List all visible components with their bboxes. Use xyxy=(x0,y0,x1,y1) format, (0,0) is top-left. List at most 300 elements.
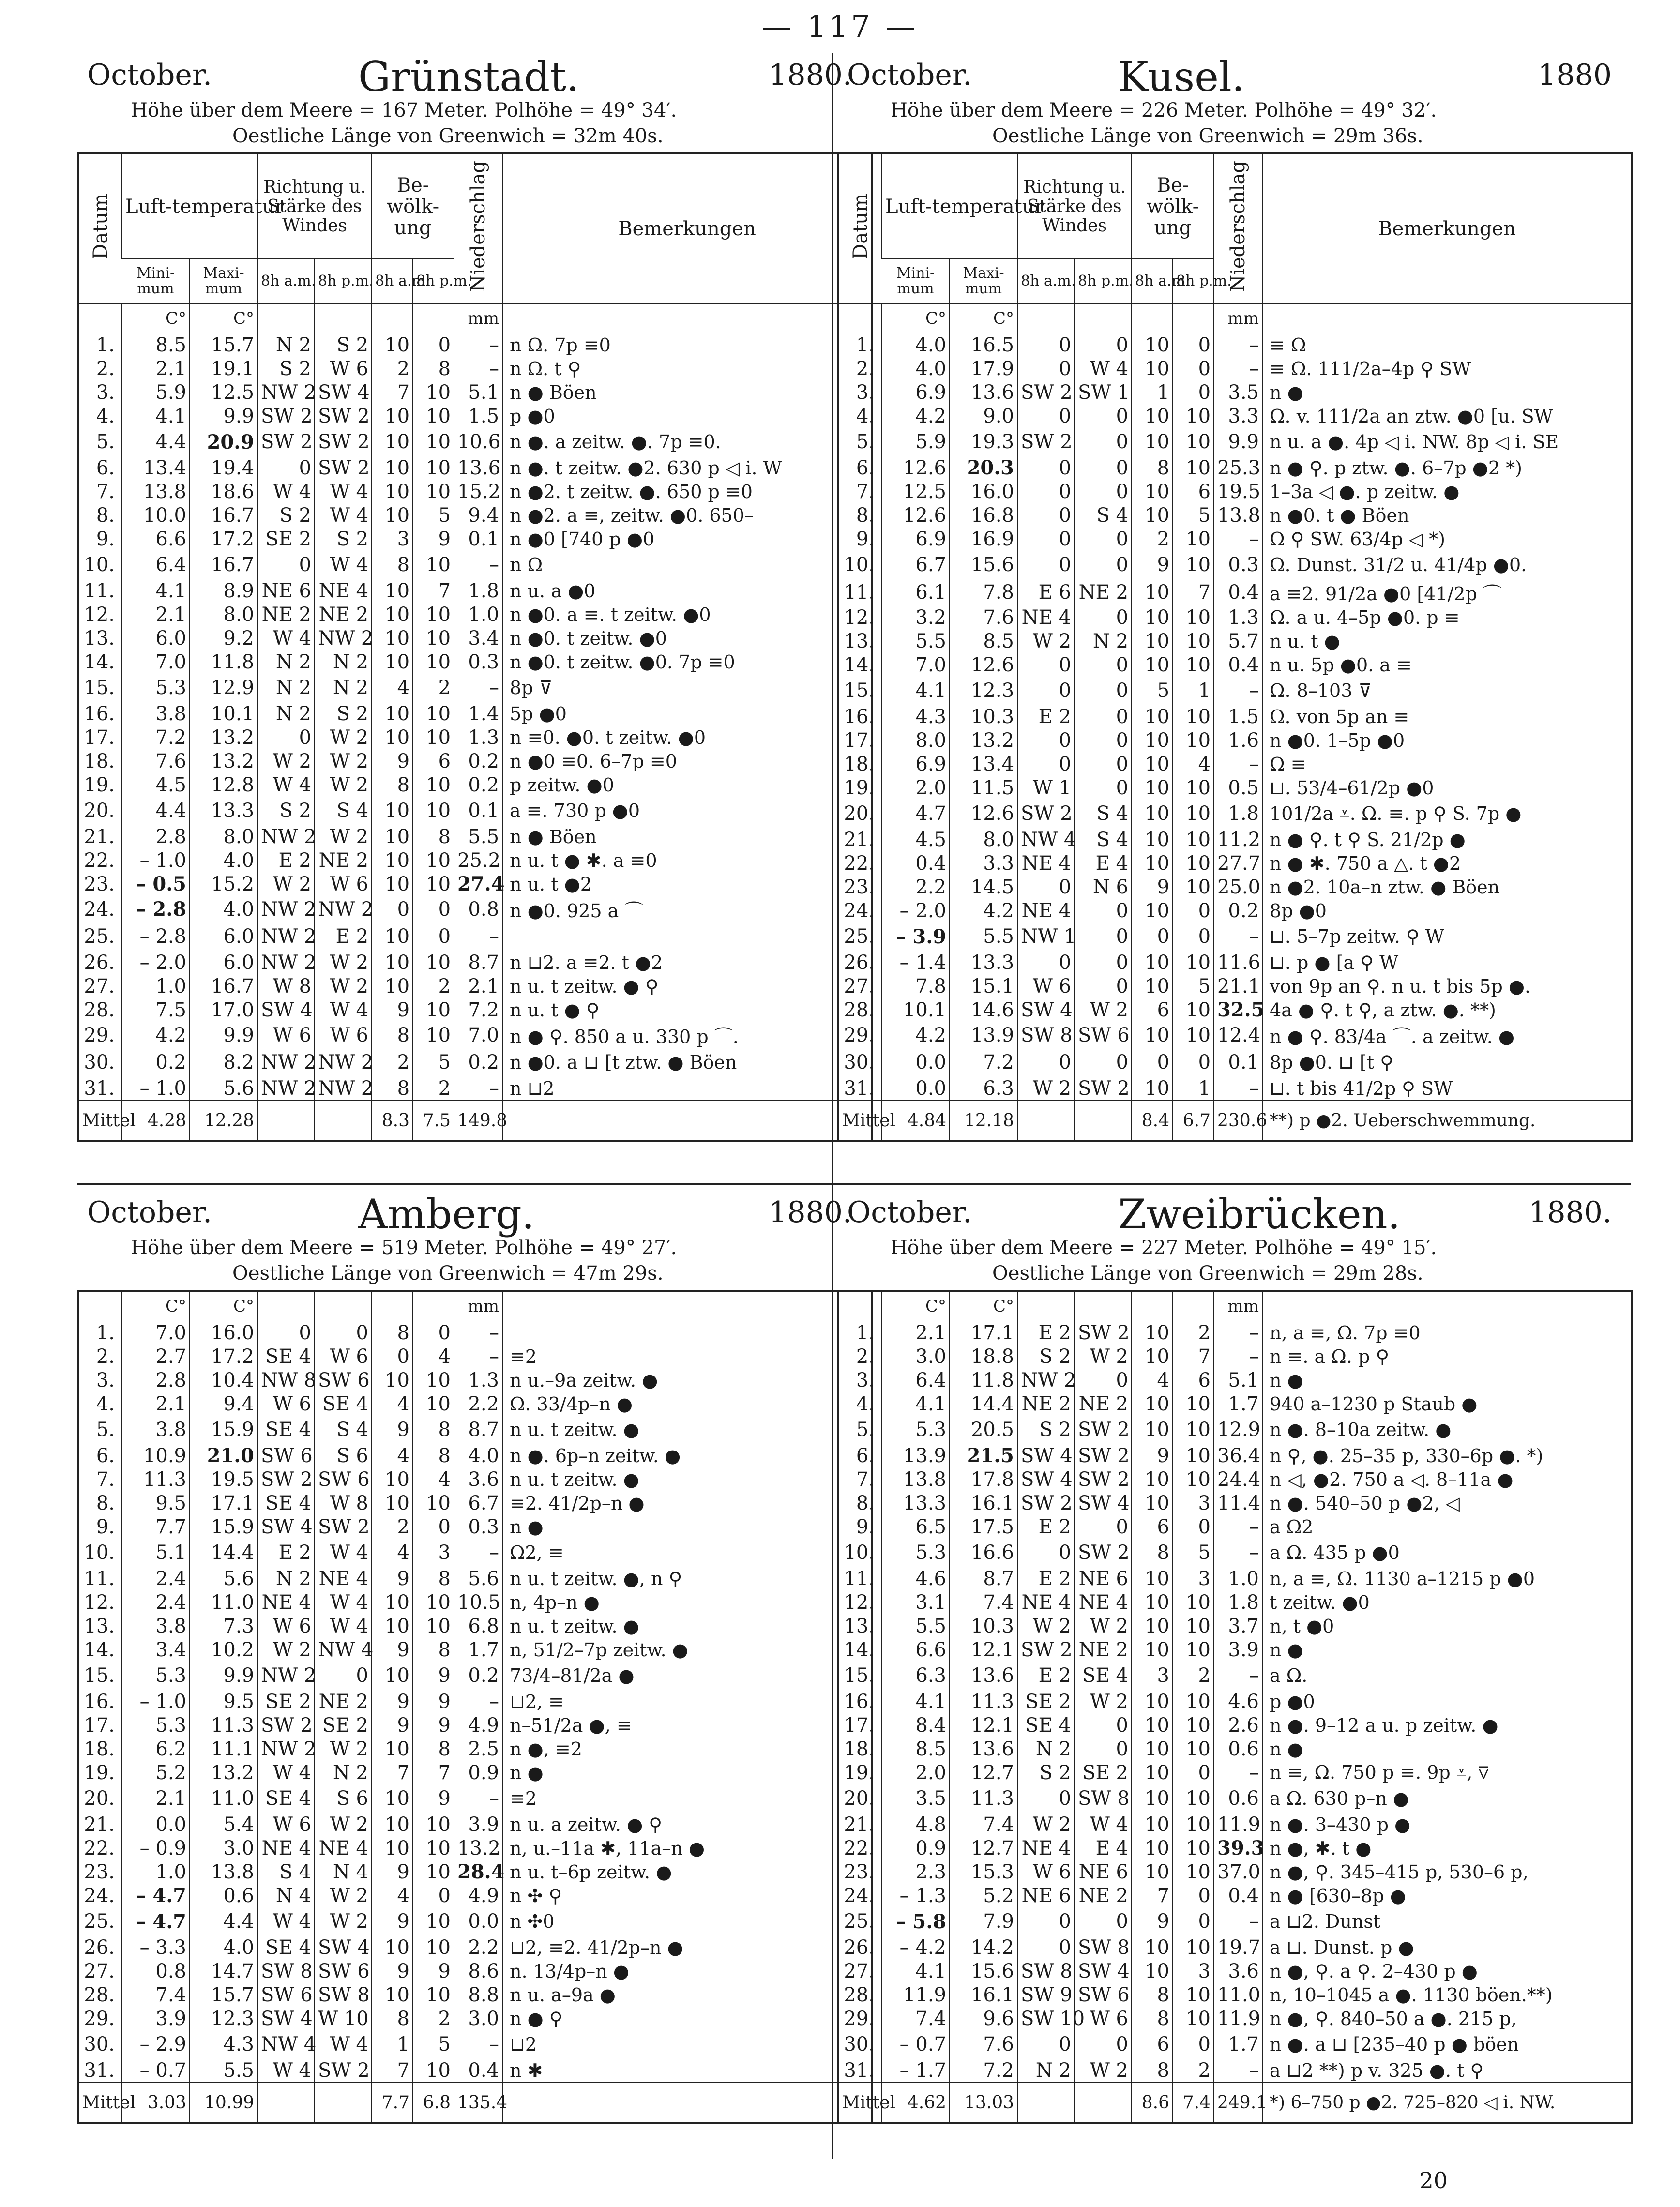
remarks-cell: n ●. 6p–n zeitw. ● xyxy=(502,1444,872,1467)
max-temp-cell: 16.0 xyxy=(190,1321,257,1345)
table-row xyxy=(838,1368,1632,1392)
wind-am-cell: 0 xyxy=(1017,527,1075,551)
table-row xyxy=(838,1638,1632,1662)
max-temp-cell: 12.7 xyxy=(950,1836,1017,1860)
min-temp-cell: 11.3 xyxy=(122,1467,190,1491)
precip-cell: – xyxy=(1214,1761,1262,1784)
min-temp-cell: 7.0 xyxy=(882,653,950,677)
wind-am-cell: N 2 xyxy=(1017,2058,1075,2083)
remarks-cell: n ●, ⚲. a ⚲. 2–430 p ● xyxy=(1262,1959,1632,1983)
table-row xyxy=(78,1713,872,1737)
max-temp-cell: 9.9 xyxy=(190,404,257,428)
cloud-pm-cell: 10 xyxy=(1173,1444,1214,1467)
unit-mm: mm xyxy=(454,303,502,333)
cloud-am-cell: 10 xyxy=(372,1590,413,1614)
date-cell: 17. xyxy=(84,726,115,749)
remarks-cell: n ●0. t zeitw. ●0 xyxy=(502,626,872,650)
cloud-pm-cell: 10 xyxy=(413,603,454,626)
max-temp-cell: 16.1 xyxy=(950,1983,1017,2007)
wind-pm-cell: N 4 xyxy=(315,1860,372,1884)
date-cell: 11. xyxy=(844,581,875,604)
precip-cell: – xyxy=(454,551,502,579)
date-cell: 2. xyxy=(856,357,875,380)
date-cell: 17. xyxy=(84,1714,115,1737)
cloud-pm-cell: 10 xyxy=(1173,2007,1214,2030)
date-cell: 25. xyxy=(84,925,115,948)
cloud-pm-cell: 10 xyxy=(1173,705,1214,728)
wind-pm-cell: N 2 xyxy=(315,674,372,702)
wind-am-cell: 0 xyxy=(1017,456,1075,480)
wind-pm-cell: NW 2 xyxy=(315,626,372,650)
table-row xyxy=(78,1416,872,1444)
table-row xyxy=(78,726,872,749)
table-row xyxy=(78,380,872,404)
max-temp-cell: 13.9 xyxy=(950,1022,1017,1048)
precip-cell: 11.6 xyxy=(1214,951,1262,974)
cloud-pm-cell: 8 xyxy=(413,1444,454,1467)
cloud-pm-cell: 1 xyxy=(1173,1076,1214,1101)
min-temp-cell: 0.4 xyxy=(882,851,950,875)
min-temp-cell: 8.4 xyxy=(882,1713,950,1737)
min-temp-cell: 2.2 xyxy=(882,875,950,899)
date-cell: 31. xyxy=(84,1077,115,1100)
cloud-pm-cell: 10 xyxy=(1173,1784,1214,1813)
cloud-am-cell: 10 xyxy=(1132,1076,1173,1101)
cloud-am-cell: 10 xyxy=(1132,1761,1173,1784)
table-row xyxy=(838,428,1632,456)
unit-cell xyxy=(838,1291,882,1321)
unit-cell xyxy=(257,1291,315,1321)
min-temp-cell: 0.0 xyxy=(882,1076,950,1101)
wind-pm-cell: W 2 xyxy=(315,1907,372,1935)
max-temp-cell: 16.9 xyxy=(950,527,1017,551)
remarks-cell: ⊔. 5–7p zeitw. ⚲ W xyxy=(1262,922,1632,951)
precip-cell: 13.6 xyxy=(454,456,502,480)
wind-am-cell: S 2 xyxy=(257,503,315,527)
unit-celsius: C° xyxy=(122,1291,190,1321)
table-row xyxy=(78,1539,872,1567)
wind-pm-cell: E 2 xyxy=(315,922,372,951)
max-temp-cell: 5.2 xyxy=(950,1884,1017,1907)
max-temp-cell: 15.6 xyxy=(950,551,1017,579)
mean-cell: 8.4 xyxy=(1132,1101,1173,1141)
table-row xyxy=(838,503,1632,527)
station-header xyxy=(837,53,1631,152)
min-temp-cell: 0.2 xyxy=(122,1048,190,1076)
wind-am-cell: S 2 xyxy=(1017,1345,1075,1368)
min-temp-cell: 5.9 xyxy=(122,380,190,404)
table-row xyxy=(78,2007,872,2030)
precip-cell: 11.2 xyxy=(1214,828,1262,851)
wind-am-cell: N 2 xyxy=(257,333,315,357)
date-cell: 10. xyxy=(844,554,875,576)
remarks-cell: n ≡. a Ω. p ⚲ xyxy=(1262,1345,1632,1368)
date-cell: 26. xyxy=(84,1936,115,1959)
cloud-am-cell: 7 xyxy=(372,1761,413,1784)
cloud-pm-cell: 9 xyxy=(413,1662,454,1690)
cloud-pm-cell: 10 xyxy=(1173,951,1214,974)
date-cell: 14. xyxy=(844,1638,875,1661)
remarks-cell: 101/2a ⩡. Ω. ≡. p ⚲ S. 7p ● xyxy=(1262,800,1632,828)
wind-pm-cell: NE 2 xyxy=(315,603,372,626)
min-temp-cell: 2.0 xyxy=(882,776,950,800)
cloud-pm-cell: 9 xyxy=(413,1784,454,1813)
wind-am-cell: NW 2 xyxy=(257,896,315,922)
date-cell: 4. xyxy=(96,1392,115,1415)
cloud-pm-cell: 4 xyxy=(413,1345,454,1368)
cloud-am-cell: 4 xyxy=(372,1884,413,1907)
cloud-am-cell: 3 xyxy=(372,527,413,551)
remarks-cell: 73/4–81/2a ● xyxy=(502,1662,872,1690)
wind-am-cell: NW 2 xyxy=(257,380,315,404)
wind-pm-cell: E 4 xyxy=(1075,1836,1132,1860)
table-row xyxy=(838,875,1632,899)
table-row xyxy=(838,2007,1632,2030)
wind-am-cell: SW 6 xyxy=(257,1444,315,1467)
remarks-cell: n ●, ⚲. 840–50 a ●. 215 p, xyxy=(1262,2007,1632,2030)
date-cell: 19. xyxy=(844,776,875,799)
precip-cell: 1.4 xyxy=(454,702,502,726)
remarks-cell: n u. t zeitw. ● xyxy=(502,1416,872,1444)
date-cell: 22. xyxy=(844,852,875,875)
table-row xyxy=(838,1959,1632,1983)
max-temp-cell: 8.9 xyxy=(190,579,257,603)
cloud-pm-cell: 10 xyxy=(413,872,454,896)
wind-am-cell: NE 4 xyxy=(257,1590,315,1614)
unit-mm: mm xyxy=(1214,303,1262,333)
max-temp-cell: 11.5 xyxy=(950,776,1017,800)
wind-am-cell: 0 xyxy=(1017,728,1075,752)
wind-am-cell: NW 1 xyxy=(1017,922,1075,951)
max-temp-cell: 5.6 xyxy=(190,1567,257,1590)
wind-am-cell: SE 4 xyxy=(257,1416,315,1444)
precip-cell: 10.5 xyxy=(454,1590,502,1614)
table-row xyxy=(838,1345,1632,1368)
cloud-am-cell: 10 xyxy=(1132,1614,1173,1638)
wind-am-cell: SW 2 xyxy=(1017,380,1075,404)
table-row xyxy=(78,1813,872,1836)
table-row xyxy=(838,1836,1632,1860)
date-cell: 5. xyxy=(96,431,115,453)
cloud-am-cell: 10 xyxy=(1132,1836,1173,1860)
remarks-cell: n u. t ● ⚲ xyxy=(502,998,872,1022)
min-temp-cell: 8.0 xyxy=(882,728,950,752)
cloud-am-cell: 10 xyxy=(372,1983,413,2007)
mean-cell: 7.5 xyxy=(413,1101,454,1141)
precip-cell: 1.7 xyxy=(454,1638,502,1662)
page-number: — 117 — xyxy=(761,9,919,44)
remarks-cell: n u. t zeitw. ● xyxy=(502,1614,872,1638)
cloud-pm-cell: 10 xyxy=(413,626,454,650)
wind-pm-cell: 0 xyxy=(1075,1907,1132,1935)
max-temp-cell: 19.4 xyxy=(190,456,257,480)
min-temp-cell: 3.8 xyxy=(122,1614,190,1638)
min-temp-cell: 2.3 xyxy=(882,1860,950,1884)
max-temp-cell: 8.0 xyxy=(950,828,1017,851)
wind-pm-cell: SW 8 xyxy=(1075,1784,1132,1813)
mean-cell xyxy=(257,2083,315,2123)
wind-pm-cell: W 4 xyxy=(315,480,372,503)
wind-pm-cell: 0 xyxy=(1075,677,1132,705)
wind-pm-cell: 0 xyxy=(1075,1048,1132,1076)
date-cell: 13. xyxy=(84,1615,115,1637)
remarks-cell: ⊔. 53/4–61/2p ●0 xyxy=(1262,776,1632,800)
min-temp-cell: – 1.4 xyxy=(882,951,950,974)
cloud-pm-cell: 10 xyxy=(1173,456,1214,480)
min-temp-cell: 5.5 xyxy=(882,629,950,653)
remarks-cell: ⊔. t bis 41/2p ⚲ SW xyxy=(1262,1076,1632,1101)
min-temp-cell: 4.5 xyxy=(882,828,950,851)
cloud-pm-cell: 10 xyxy=(413,2058,454,2083)
max-temp-cell: 9.6 xyxy=(950,2007,1017,2030)
station-name: Grünstadt. xyxy=(358,53,579,101)
remarks-cell: n ●0. a ⊔ [t ztw. ● Böen xyxy=(502,1048,872,1076)
cloud-am-cell: 10 xyxy=(372,825,413,848)
min-temp-cell: 4.7 xyxy=(882,800,950,828)
remarks-cell: n ≡, Ω. 750 p ≡. 9p ⩡, ⊽ xyxy=(1262,1761,1632,1784)
wind-pm-cell: W 2 xyxy=(315,1737,372,1761)
precip-cell: 4.9 xyxy=(454,1713,502,1737)
wind-am-cell: 0 xyxy=(1017,357,1075,380)
mean-cell: 135.4 xyxy=(454,2083,502,2123)
cloud-pm-cell: 10 xyxy=(1173,629,1214,653)
cloud-header: Be-wölk-ung xyxy=(1132,153,1214,259)
date-cell: 31. xyxy=(844,2059,875,2082)
mean-row xyxy=(838,2083,1632,2123)
cloud-pm-cell: 0 xyxy=(1173,2030,1214,2058)
date-cell: 25. xyxy=(844,1910,875,1933)
wind-pm-cell: S 6 xyxy=(315,1784,372,1813)
date-cell: 12. xyxy=(84,603,115,626)
table-row xyxy=(838,1491,1632,1515)
table-row xyxy=(78,2030,872,2058)
min-temp-cell: 4.0 xyxy=(882,333,950,357)
cloud-am-cell: 9 xyxy=(372,1638,413,1662)
cloud-am-cell: 8 xyxy=(372,1076,413,1101)
wind-am-cell: W 6 xyxy=(1017,974,1075,998)
precip-cell: 8.8 xyxy=(454,1983,502,2007)
date-cell: 26. xyxy=(844,951,875,974)
cloud-pm-cell: 0 xyxy=(413,922,454,951)
precip-cell: – xyxy=(1214,1539,1262,1567)
date-cell: 13. xyxy=(844,630,875,652)
remarks-cell: n u.–9a zeitw. ● xyxy=(502,1368,872,1392)
wind-pm-cell: NE 4 xyxy=(315,579,372,603)
cloud-am-cell: 10 xyxy=(1132,1321,1173,1345)
mean-cell xyxy=(315,2083,372,2123)
remarks-cell: a ≡2. 91/2a ●0 [41/2p ⌒ xyxy=(1262,579,1632,605)
date-cell: 30. xyxy=(84,2033,115,2056)
cloud-am-cell: 8 xyxy=(1132,2058,1173,2083)
mean-cell xyxy=(1017,1101,1075,1141)
cloud-am-cell: 8 xyxy=(372,2007,413,2030)
cloud-pm-cell: 10 xyxy=(413,1022,454,1048)
remarks-cell: Ω ≡ xyxy=(1262,752,1632,776)
min-temp-cell: 2.1 xyxy=(122,357,190,380)
min-temp-cell: 6.5 xyxy=(882,1515,950,1539)
table-row xyxy=(838,677,1632,705)
precip-cell: 25.2 xyxy=(454,848,502,872)
max-temp-cell: 13.2 xyxy=(190,726,257,749)
cloud-pm-cell: 10 xyxy=(1173,828,1214,851)
precip-header: Niederschlag xyxy=(454,153,502,303)
mean-cell: 6.7 xyxy=(1173,1101,1214,1141)
remarks-cell: n ● ⚲ xyxy=(502,2007,872,2030)
table-row xyxy=(78,1761,872,1784)
cloud-pm-cell: 0 xyxy=(1173,333,1214,357)
wind-am-cell: SW 8 xyxy=(1017,1959,1075,1983)
wind-pm-cell: SE 2 xyxy=(1075,1761,1132,1784)
cloud-pm-cell: 10 xyxy=(1173,1713,1214,1737)
wind-am-cell: SW 8 xyxy=(257,1959,315,1983)
station-panel xyxy=(837,1191,1631,2142)
cloud-am-cell: 10 xyxy=(372,503,413,527)
time-8am-header: 8h a.m. xyxy=(372,259,413,303)
date-cell: 24. xyxy=(84,1884,115,1907)
min-temp-cell: 2.7 xyxy=(122,1345,190,1368)
max-temp-cell: 20.5 xyxy=(950,1416,1017,1444)
max-temp-cell: 8.5 xyxy=(950,629,1017,653)
min-temp-cell: 4.2 xyxy=(122,1022,190,1048)
remarks-cell: n ●, ≡2 xyxy=(502,1737,872,1761)
wind-am-cell: N 2 xyxy=(257,702,315,726)
max-temp-cell: 4.0 xyxy=(190,896,257,922)
cloud-am-cell: 8 xyxy=(372,1022,413,1048)
precip-cell: 15.2 xyxy=(454,480,502,503)
cloud-pm-cell: 0 xyxy=(413,896,454,922)
date-cell: 29. xyxy=(844,2007,875,2030)
cloud-am-cell: 10 xyxy=(372,1836,413,1860)
remarks-cell: 4a ● ⚲. t ⚲, a ztw. ●. **) xyxy=(1262,998,1632,1022)
wind-pm-cell: W 6 xyxy=(1075,2007,1132,2030)
max-temp-cell: 17.9 xyxy=(950,357,1017,380)
wind-am-cell: NE 6 xyxy=(257,579,315,603)
table-row xyxy=(78,1491,872,1515)
date-header: Datum xyxy=(838,153,882,303)
wind-pm-cell: W 10 xyxy=(315,2007,372,2030)
min-temp-cell: 4.0 xyxy=(882,357,950,380)
table-row xyxy=(838,1690,1632,1713)
wind-pm-cell: W 2 xyxy=(315,773,372,797)
max-temp-cell: 15.9 xyxy=(190,1515,257,1539)
wind-pm-cell: NE 2 xyxy=(315,848,372,872)
cloud-am-cell: 10 xyxy=(1132,974,1173,998)
unit-cell xyxy=(257,303,315,333)
max-temp-cell: 7.8 xyxy=(950,579,1017,605)
date-cell: 19. xyxy=(84,773,115,796)
wind-pm-cell: W 2 xyxy=(315,825,372,848)
station-longitude: Oestliche Länge von Greenwich = 32m 40s. xyxy=(232,125,664,147)
precip-cell: 0.3 xyxy=(454,650,502,674)
max-temp-cell: 21.0 xyxy=(190,1444,257,1467)
cloud-am-cell: 10 xyxy=(372,1614,413,1638)
min-temp-cell: 10.0 xyxy=(122,503,190,527)
wind-pm-cell: 0 xyxy=(1075,527,1132,551)
remarks-cell: 1–3a ◁ ●. p zeitw. ● xyxy=(1262,480,1632,503)
cloud-am-cell: 2 xyxy=(372,1048,413,1076)
max-temp-cell: 4.2 xyxy=(950,899,1017,922)
mean-row xyxy=(78,1101,872,1141)
precip-cell: 37.0 xyxy=(1214,1860,1262,1884)
wind-pm-cell: SW 2 xyxy=(1075,1444,1132,1467)
max-temp-cell: 11.3 xyxy=(950,1690,1017,1713)
cloud-am-cell: 1 xyxy=(372,2030,413,2058)
wind-am-cell: 0 xyxy=(1017,752,1075,776)
wind-am-cell: SW 4 xyxy=(1017,1444,1075,1467)
table-row xyxy=(838,579,1632,605)
min-temp-cell: 6.0 xyxy=(122,626,190,650)
wind-am-cell: NW 4 xyxy=(1017,828,1075,851)
date-cell: 21. xyxy=(84,825,115,848)
mean-cell xyxy=(315,1101,372,1141)
wind-am-cell: S 4 xyxy=(257,1860,315,1884)
station-altitude: Höhe über dem Meere = 167 Meter. Polhöhe = 49° 34′. xyxy=(131,99,677,121)
cloud-pm-cell: 0 xyxy=(1173,922,1214,951)
precip-cell: – xyxy=(1214,1662,1262,1690)
cloud-am-cell: 9 xyxy=(372,1567,413,1590)
cloud-pm-cell: 7 xyxy=(413,579,454,603)
max-temp-cell: 15.9 xyxy=(190,1416,257,1444)
max-temp-cell: 12.1 xyxy=(950,1638,1017,1662)
min-temp-cell: – 3.3 xyxy=(122,1935,190,1959)
table-row xyxy=(78,896,872,922)
unit-cell xyxy=(502,1291,872,1321)
date-cell: 23. xyxy=(84,1860,115,1883)
date-cell: 18. xyxy=(844,1738,875,1760)
precip-cell: – xyxy=(1214,1321,1262,1345)
table-row xyxy=(838,527,1632,551)
maximum-header: Maxi-mum xyxy=(950,259,1017,303)
min-temp-cell: 5.3 xyxy=(882,1416,950,1444)
table-row xyxy=(838,1467,1632,1491)
cloud-am-cell: 10 xyxy=(1132,333,1173,357)
cloud-am-cell: 10 xyxy=(1132,776,1173,800)
remarks-cell: p ●0 xyxy=(502,404,872,428)
wind-pm-cell: 0 xyxy=(1075,333,1132,357)
remarks-cell: a Ω. xyxy=(1262,1662,1632,1690)
min-temp-cell: 6.3 xyxy=(882,1662,950,1690)
remarks-cell: n ● Böen xyxy=(502,825,872,848)
remarks-cell: n. 13/4p–n ● xyxy=(502,1959,872,1983)
table-row xyxy=(78,603,872,626)
precip-cell: – xyxy=(1214,1907,1262,1935)
cloud-am-cell: 10 xyxy=(372,922,413,951)
date-cell: 30. xyxy=(84,1051,115,1073)
precip-cell: 1.8 xyxy=(454,579,502,603)
precip-cell: 0.4 xyxy=(1214,653,1262,677)
max-temp-cell: 10.3 xyxy=(950,1614,1017,1638)
wind-am-cell: W 4 xyxy=(257,626,315,650)
precip-cell: 1.7 xyxy=(1214,1392,1262,1416)
mean-label: Mittel xyxy=(838,1101,882,1141)
cloud-am-cell: 9 xyxy=(372,1416,413,1444)
wind-am-cell: SE 2 xyxy=(257,527,315,551)
max-temp-cell: 6.0 xyxy=(190,922,257,951)
unit-cell xyxy=(1262,303,1632,333)
cloud-pm-cell: 10 xyxy=(413,726,454,749)
remarks-cell: n ● xyxy=(502,1515,872,1539)
precip-cell: 1.3 xyxy=(454,1368,502,1392)
station-name: Kusel. xyxy=(1118,53,1245,101)
remarks-cell: 8p ⊽ xyxy=(502,674,872,702)
wind-pm-cell: SW 2 xyxy=(1075,1416,1132,1444)
wind-pm-cell: SW 6 xyxy=(315,1368,372,1392)
max-temp-cell: 3.0 xyxy=(190,1836,257,1860)
date-cell: 25. xyxy=(84,1910,115,1933)
date-cell: 30. xyxy=(844,2033,875,2056)
cloud-am-cell: 10 xyxy=(1132,653,1173,677)
max-temp-cell: 12.3 xyxy=(190,2007,257,2030)
